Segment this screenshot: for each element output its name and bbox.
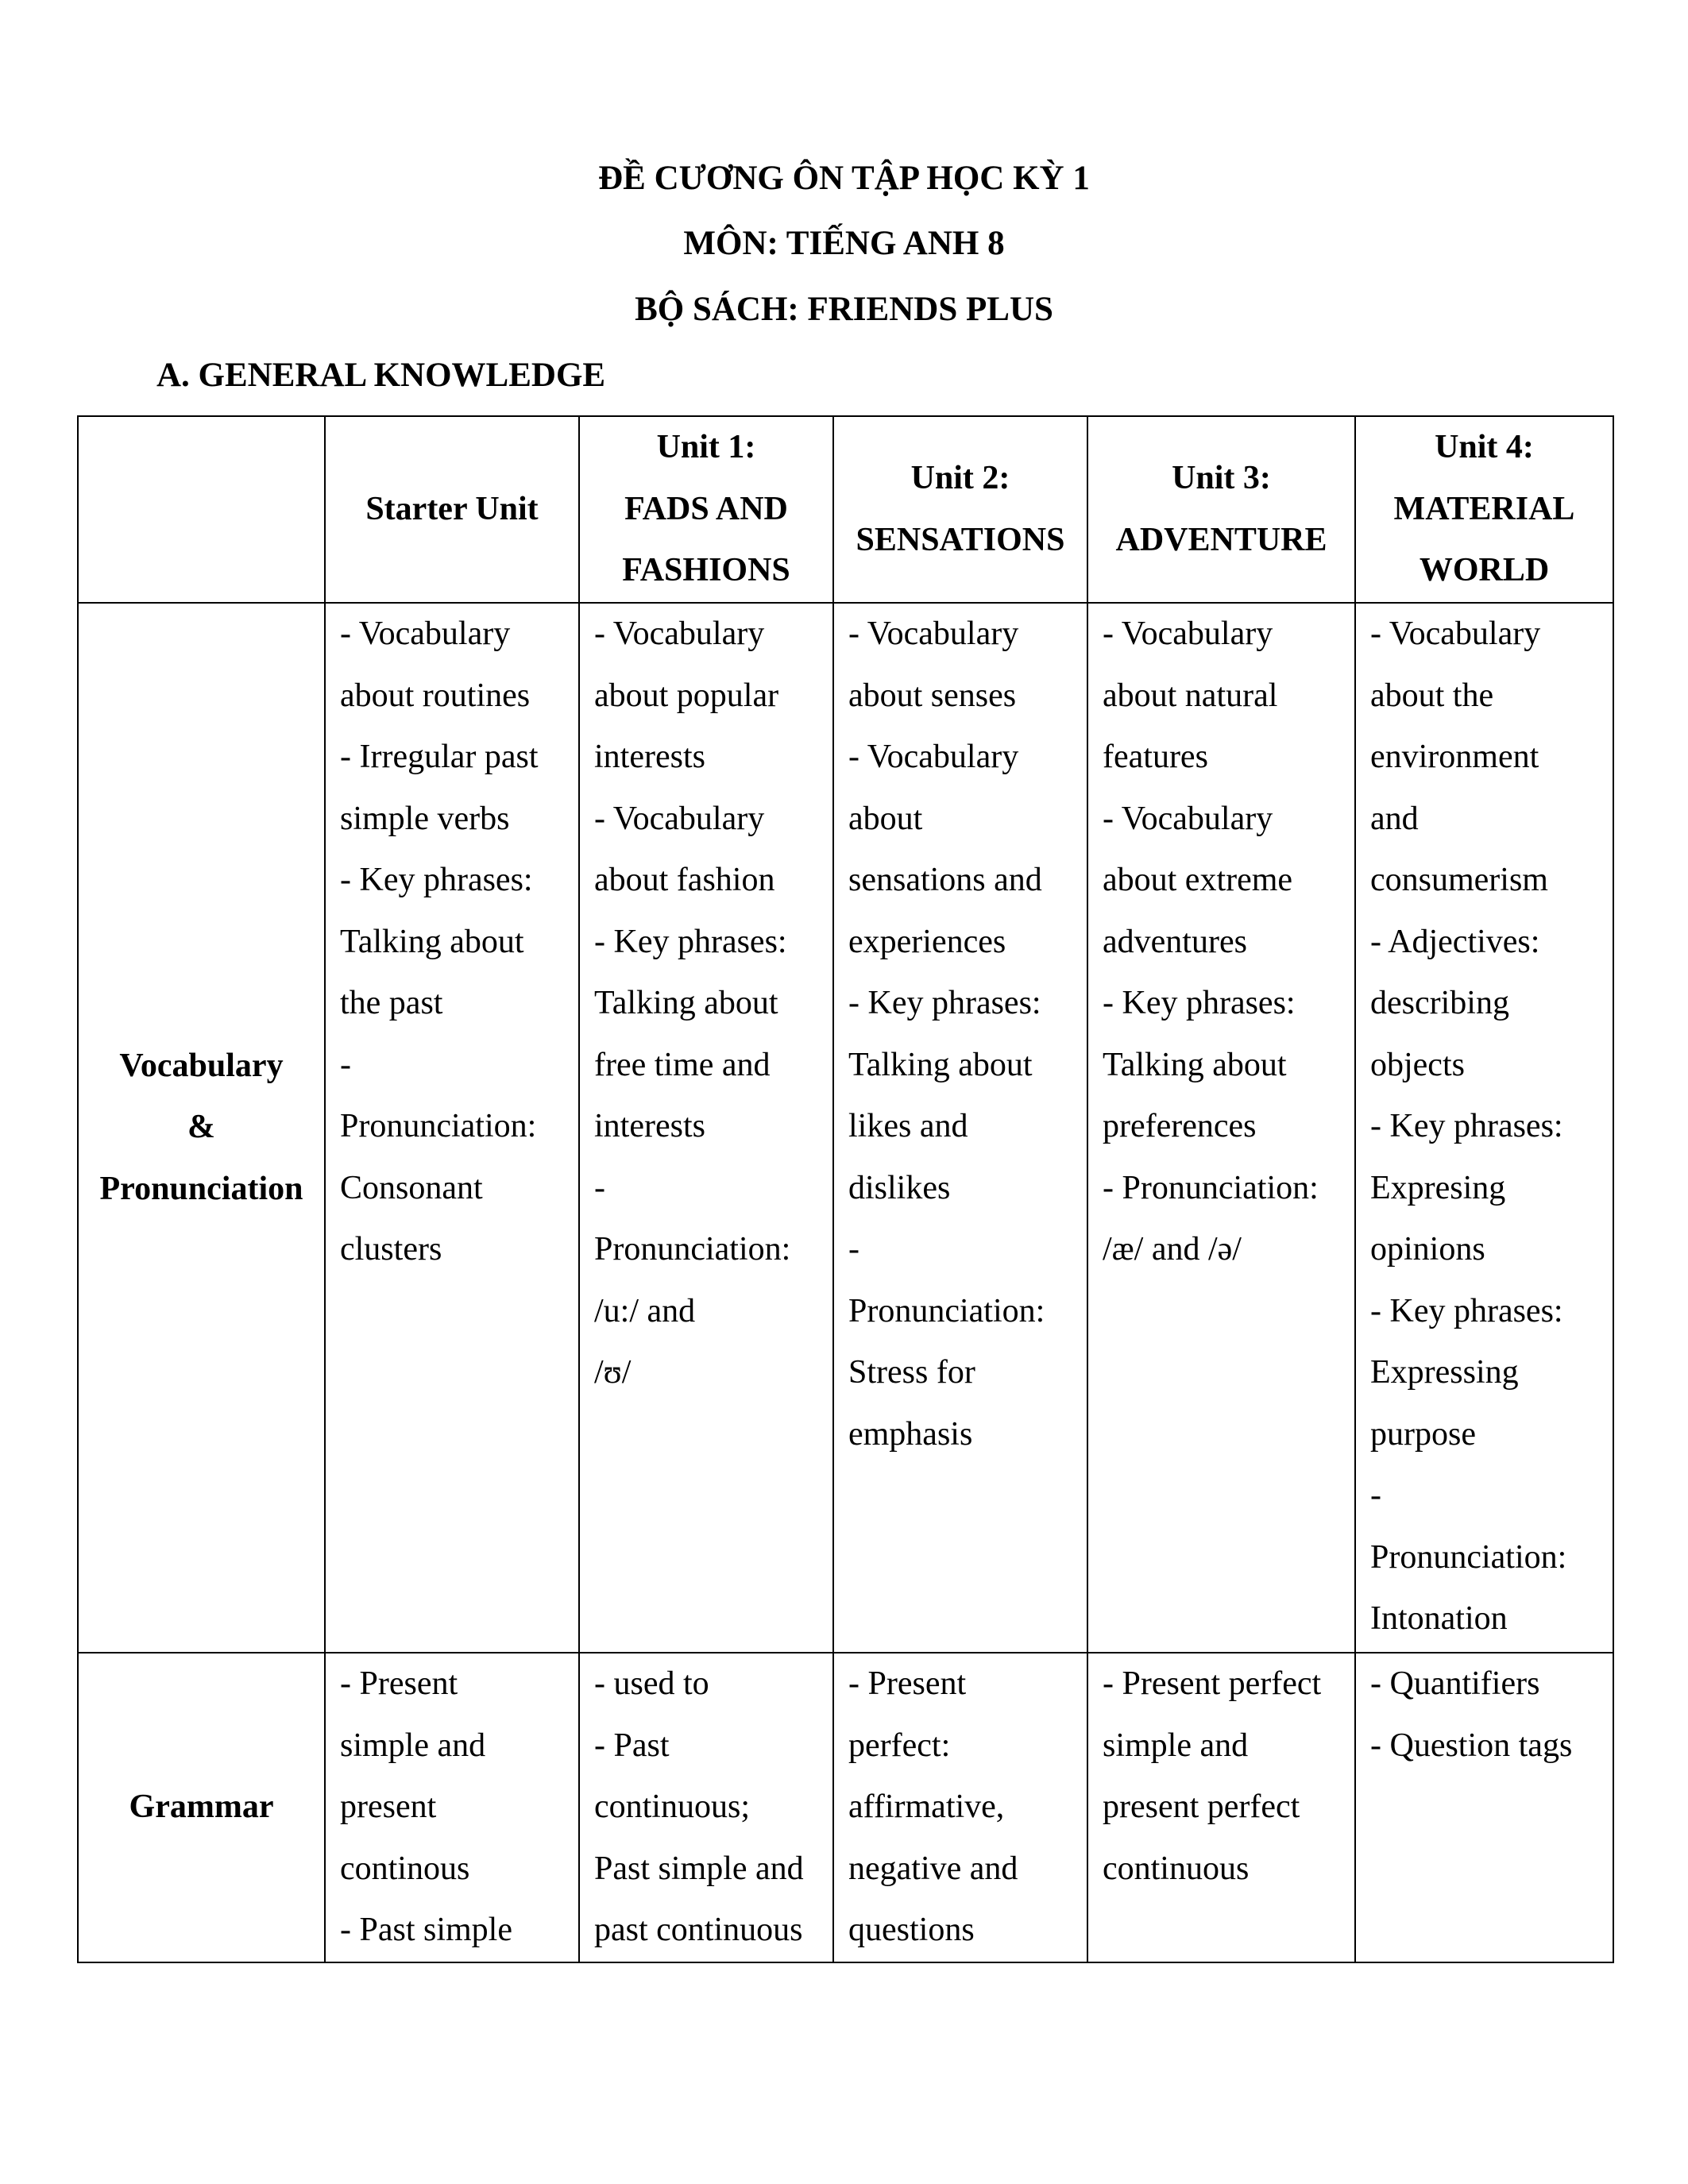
- cell-line: - Present: [848, 1665, 967, 1702]
- cell-line: SENSATIONS: [856, 521, 1065, 558]
- cell-line: - Key phrases:: [340, 862, 533, 898]
- cell-line: - Key phrases:: [1370, 1108, 1563, 1144]
- cell-line: Pronunciation:: [848, 1292, 1045, 1329]
- cell-line: Talking about: [594, 985, 778, 1021]
- cell-line: - Adjectives:: [1370, 923, 1540, 960]
- cell-line: describing: [1370, 985, 1509, 1021]
- row-header: [78, 1653, 325, 1962]
- row-header: [78, 603, 325, 1653]
- cell-line: /u:/ and: [594, 1292, 696, 1329]
- cell-line: - Irregular past: [340, 739, 539, 775]
- cell-line: Past simple and: [594, 1850, 804, 1887]
- cell-line: - Quantifiers: [1370, 1665, 1540, 1702]
- cell-line: free time and: [594, 1046, 771, 1083]
- table-cell: [1355, 603, 1613, 1653]
- table-cell: [579, 603, 833, 1653]
- cell-line: ADVENTURE: [1115, 521, 1327, 558]
- cell-line: -: [594, 1169, 605, 1206]
- cell-line: /ʊ/: [594, 1354, 632, 1391]
- cell-line: the past: [340, 985, 443, 1021]
- column-header: [325, 416, 579, 603]
- cell-line: Vocabulary: [119, 1047, 284, 1084]
- cell-line: - Key phrases:: [594, 923, 787, 960]
- cell-line: - Vocabulary: [594, 800, 765, 837]
- textbook-line: BỘ SÁCH: FRIENDS PLUS: [635, 291, 1053, 328]
- table-cell: [833, 603, 1087, 1653]
- cell-line: - Present perfect: [1103, 1665, 1322, 1702]
- cell-line: consumerism: [1370, 862, 1548, 898]
- cell-line: emphasis: [848, 1415, 973, 1453]
- cell-line: sensations and: [848, 862, 1042, 898]
- column-header: [1355, 416, 1613, 603]
- cell-line: - used to: [594, 1665, 709, 1702]
- cell-line: about: [848, 800, 923, 837]
- cell-line: Talking about: [848, 1046, 1033, 1083]
- cell-line: about the: [1370, 677, 1494, 714]
- cell-line: - Past: [594, 1727, 670, 1764]
- cell-line: continuous;: [594, 1788, 750, 1825]
- table-cell: [325, 1653, 579, 1962]
- corner-cell: [78, 416, 325, 603]
- cell-line: -: [1370, 1477, 1381, 1514]
- cell-line: - Vocabulary: [848, 615, 1019, 652]
- table-cell: [1087, 1653, 1355, 1962]
- document-title: ĐỀ CƯƠNG ÔN TẬP HỌC KỲ 1: [598, 160, 1090, 197]
- cell-line: Unit 3:: [1172, 460, 1271, 496]
- cell-line: negative and: [848, 1850, 1018, 1887]
- cell-line: continous: [340, 1850, 470, 1887]
- cell-line: purpose: [1370, 1415, 1476, 1453]
- cell-line: -: [340, 1046, 351, 1083]
- cell-line: Pronunciation:: [594, 1231, 791, 1268]
- cell-line: about popular: [594, 677, 779, 714]
- cell-line: affirmative,: [848, 1788, 1005, 1825]
- section-heading: A. GENERAL KNOWLEDGE: [156, 357, 606, 394]
- cell-line: Unit 1:: [656, 429, 756, 466]
- cell-line: - Key phrases:: [848, 985, 1041, 1021]
- cell-line: present: [340, 1788, 437, 1825]
- cell-line: preferences: [1103, 1108, 1257, 1144]
- cell-line: - Past simple: [340, 1912, 512, 1948]
- cell-line: environment: [1370, 739, 1539, 775]
- cell-line: Expresing: [1370, 1169, 1506, 1206]
- cell-line: - Vocabulary: [594, 615, 765, 652]
- cell-line: features: [1103, 739, 1208, 775]
- cell-line: Starter Unit: [365, 490, 539, 527]
- cell-line: Pronunciation:: [340, 1108, 537, 1144]
- cell-line: Talking about: [1103, 1046, 1287, 1083]
- cell-line: WORLD: [1419, 552, 1550, 589]
- cell-line: Intonation: [1370, 1600, 1508, 1637]
- cell-line: &: [187, 1109, 215, 1146]
- cell-line: Pronunciation:: [1370, 1538, 1567, 1576]
- cell-line: Consonant: [340, 1169, 483, 1206]
- cell-line: about natural: [1103, 677, 1278, 714]
- cell-line: Grammar: [129, 1788, 274, 1826]
- table-cell: [325, 603, 579, 1653]
- table-cell: [579, 1653, 833, 1962]
- cell-line: dislikes: [848, 1169, 951, 1206]
- cell-line: simple verbs: [340, 800, 510, 837]
- cell-line: Unit 2:: [910, 460, 1010, 496]
- cell-line: - Key phrases:: [1103, 985, 1296, 1021]
- cell-line: objects: [1370, 1046, 1465, 1083]
- cell-line: about extreme: [1103, 862, 1293, 898]
- cell-line: - Vocabulary: [848, 739, 1019, 775]
- cell-line: likes and: [848, 1108, 968, 1144]
- cell-line: questions: [848, 1912, 975, 1948]
- cell-line: about senses: [848, 677, 1017, 714]
- cell-line: Talking about: [340, 923, 524, 960]
- cell-line: MATERIAL: [1393, 490, 1575, 527]
- cell-line: FASHIONS: [622, 552, 790, 589]
- cell-line: continuous: [1103, 1850, 1250, 1887]
- cell-line: present perfect: [1103, 1788, 1300, 1825]
- cell-line: Unit 4:: [1435, 429, 1534, 466]
- cell-line: - Vocabulary: [1103, 615, 1273, 652]
- table-header-row: [78, 416, 1613, 603]
- cell-line: - Present: [340, 1665, 458, 1702]
- table-cell: [1355, 1653, 1613, 1962]
- column-header: [1087, 416, 1355, 603]
- cell-line: opinions: [1370, 1231, 1485, 1268]
- cell-line: - Vocabulary: [1370, 615, 1541, 652]
- cell-line: past continuous: [594, 1912, 803, 1948]
- subject-line: MÔN: TIẾNG ANH 8: [683, 225, 1005, 262]
- cell-line: - Key phrases:: [1370, 1292, 1563, 1329]
- cell-line: -: [848, 1231, 859, 1268]
- cell-line: and: [1370, 800, 1419, 837]
- cell-line: FADS AND: [624, 490, 788, 527]
- table-row: [78, 603, 1613, 1653]
- table-row: [78, 1653, 1613, 1962]
- cell-line: Expressing: [1370, 1354, 1519, 1391]
- cell-line: clusters: [340, 1231, 442, 1268]
- cell-line: interests: [594, 1108, 705, 1144]
- cell-line: - Vocabulary: [1103, 800, 1273, 837]
- cell-line: simple and: [1103, 1727, 1249, 1764]
- cell-line: /æ/ and /ə/: [1103, 1231, 1242, 1268]
- cell-line: about routines: [340, 677, 531, 714]
- cell-line: adventures: [1103, 923, 1247, 960]
- column-header: [833, 416, 1087, 603]
- table-cell: [1087, 603, 1355, 1653]
- cell-line: - Question tags: [1370, 1727, 1573, 1764]
- cell-line: about fashion: [594, 862, 775, 898]
- cell-line: experiences: [848, 923, 1006, 960]
- general-knowledge-table: [77, 415, 1614, 1963]
- cell-line: Stress for: [848, 1354, 975, 1391]
- cell-line: Pronunciation: [99, 1170, 303, 1207]
- cell-line: simple and: [340, 1727, 486, 1764]
- cell-line: - Vocabulary: [340, 615, 511, 652]
- column-header: [579, 416, 833, 603]
- cell-line: - Pronunciation:: [1103, 1169, 1319, 1206]
- cell-line: perfect:: [848, 1727, 951, 1764]
- table-cell: [833, 1653, 1087, 1962]
- cell-line: interests: [594, 739, 705, 775]
